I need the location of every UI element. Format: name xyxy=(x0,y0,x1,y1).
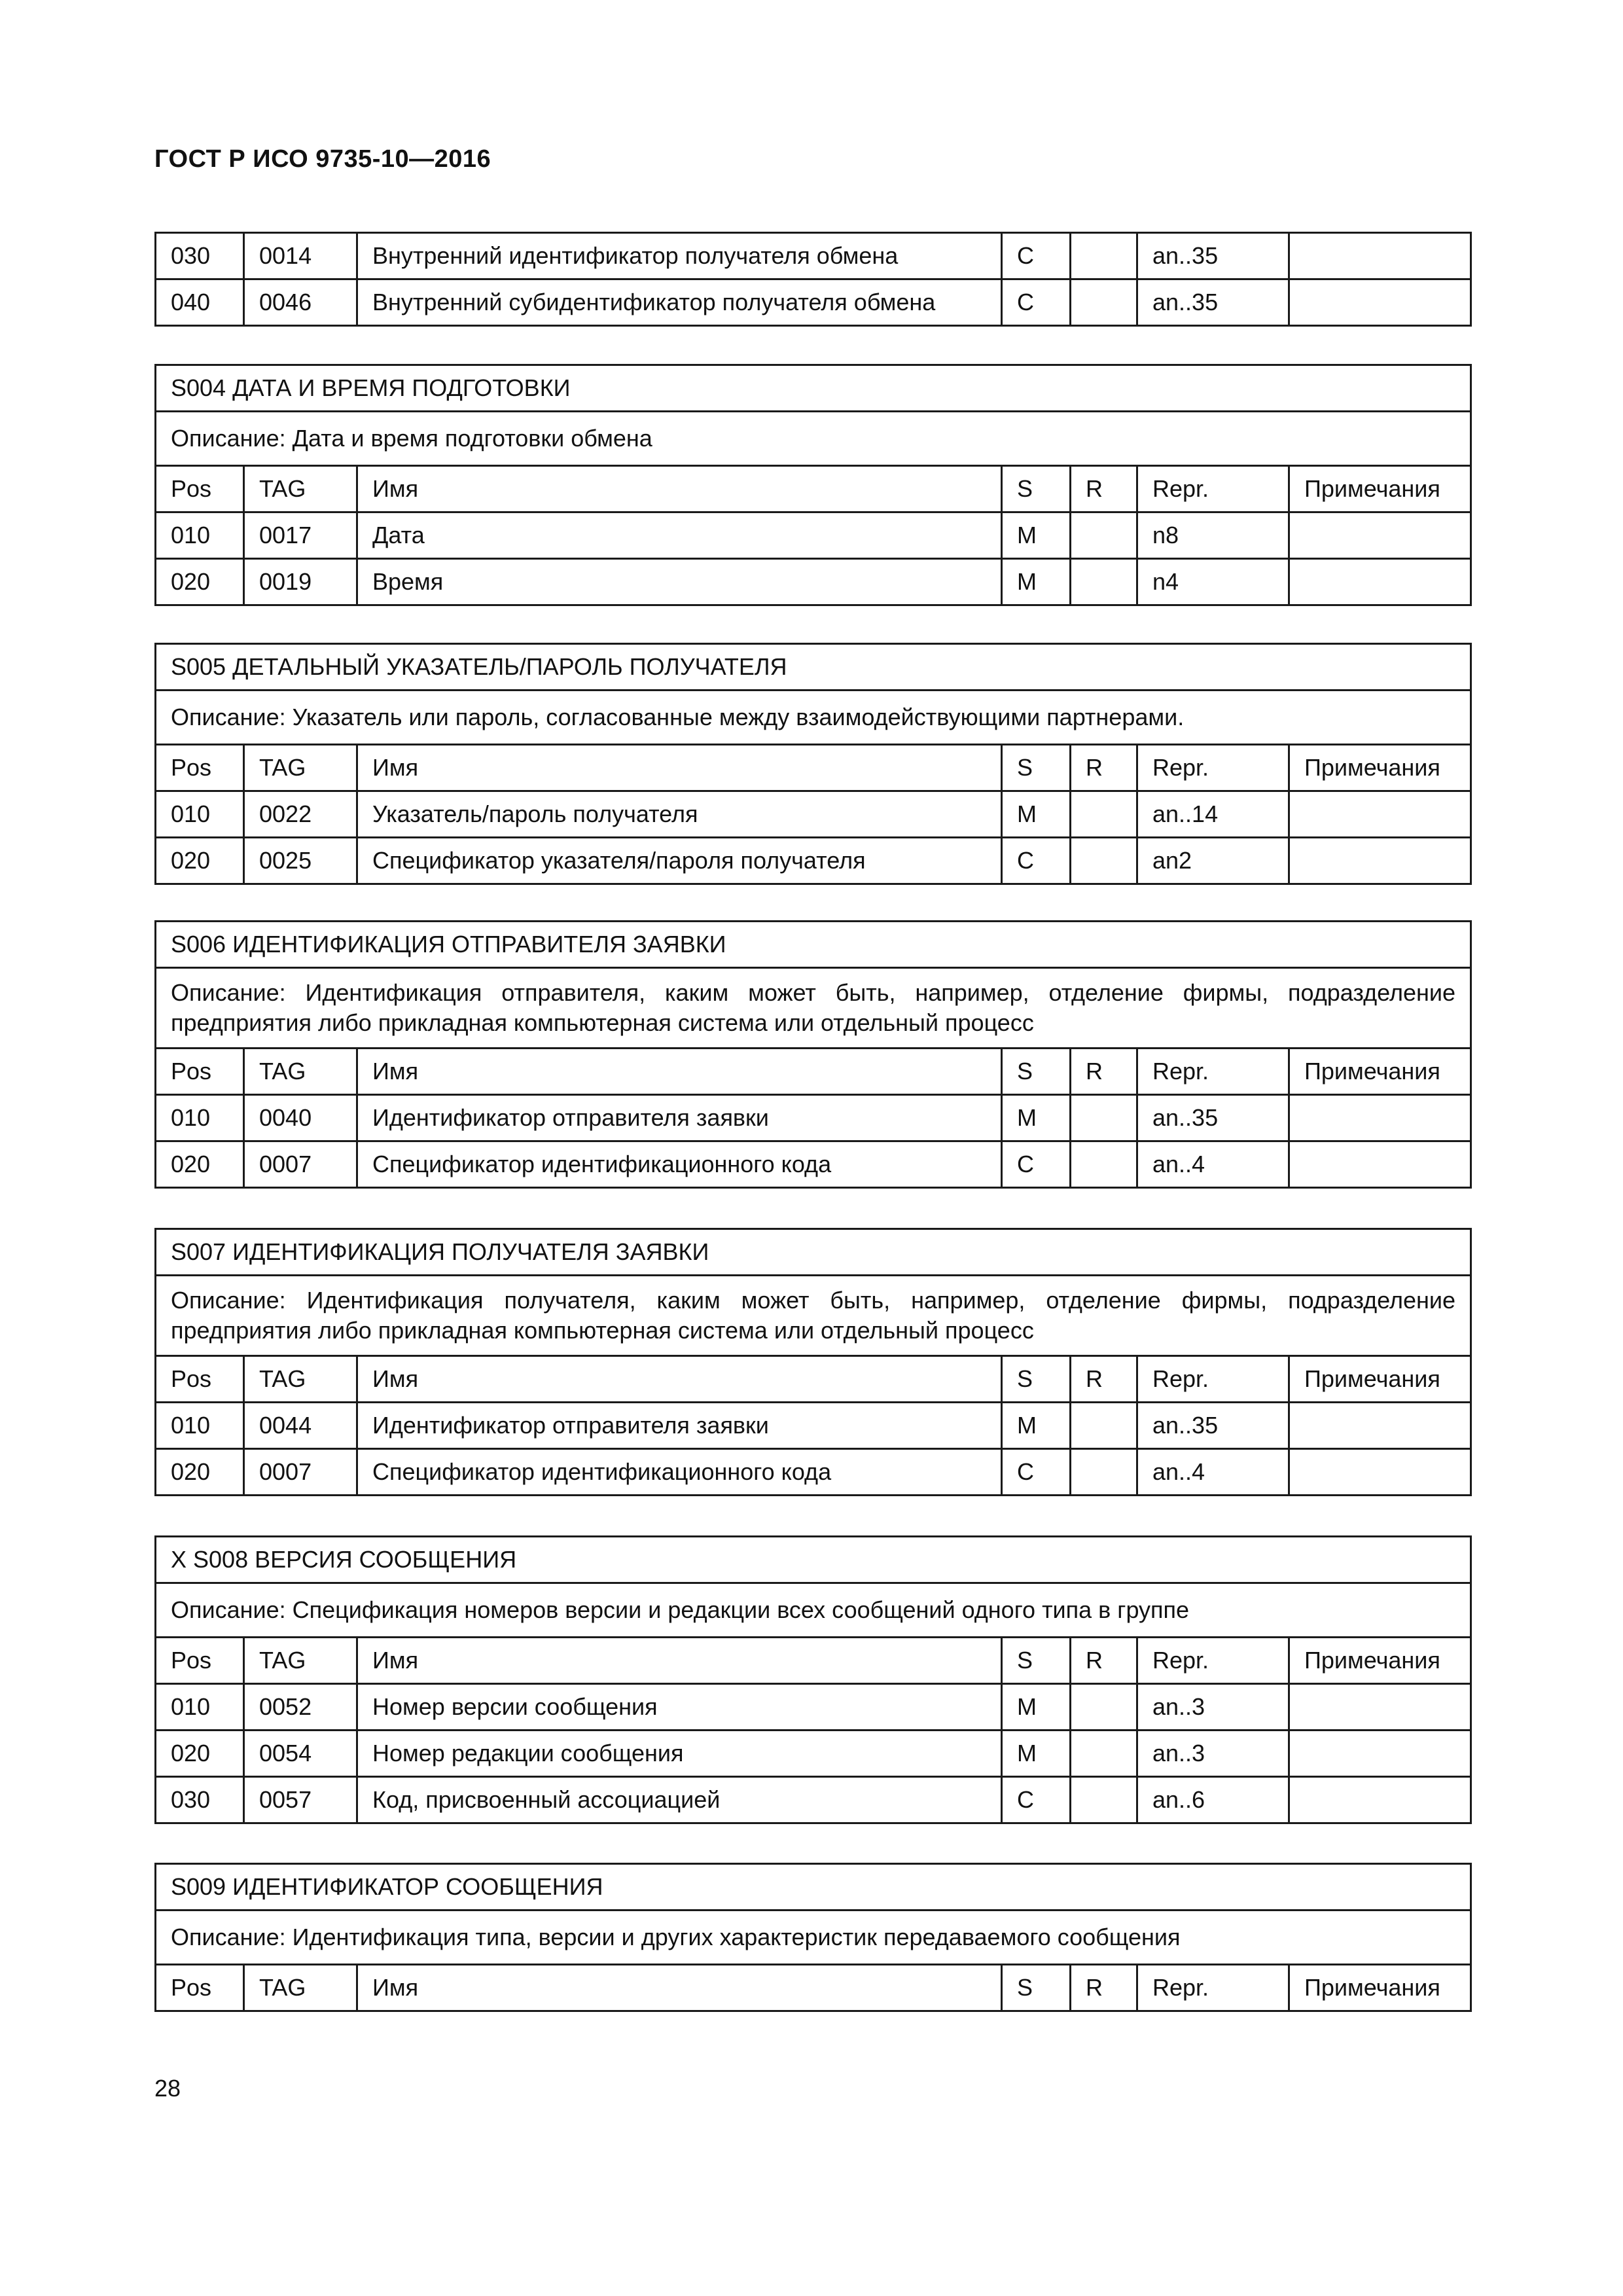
segment-table-s006 xyxy=(154,920,1472,1189)
col-header-pos: Pos xyxy=(156,1049,244,1095)
segment-table-s008 xyxy=(154,1535,1472,1824)
col-header-notes: Примечания xyxy=(1289,745,1471,791)
table-row xyxy=(156,279,1471,326)
cell-name: Идентификатор отправителя заявки xyxy=(357,1403,1002,1449)
col-header-tag: TAG xyxy=(244,1049,357,1095)
cell-pos: 010 xyxy=(156,1684,244,1731)
col-header-pos: Pos xyxy=(156,745,244,791)
cell-r xyxy=(1071,1777,1137,1823)
cell-name: Номер редакции сообщения xyxy=(357,1731,1002,1777)
cell-notes xyxy=(1289,838,1471,884)
cell-repr: an2 xyxy=(1137,838,1289,884)
table-row xyxy=(156,1777,1471,1823)
cell-tag: 0007 xyxy=(244,1141,357,1188)
cell-s: M xyxy=(1002,1403,1071,1449)
col-header-name: Имя xyxy=(357,1356,1002,1403)
cell-r xyxy=(1071,1141,1137,1188)
column-header-row xyxy=(156,745,1471,791)
cell-notes xyxy=(1289,1095,1471,1141)
col-header-repr: Repr. xyxy=(1137,1965,1289,2011)
cell-s: C xyxy=(1002,233,1071,279)
col-header-notes: Примечания xyxy=(1289,1965,1471,2011)
col-header-notes: Примечания xyxy=(1289,466,1471,512)
cell-name: Спецификатор указателя/пароля получателя xyxy=(357,838,1002,884)
col-header-pos: Pos xyxy=(156,1638,244,1684)
segment-description: Описание: Идентификация получателя, каким может быть, например, отделение фирмы, подразделение предприятия либо прикладная компьютерная система или отдельный процесс xyxy=(156,1276,1471,1356)
cell-pos: 040 xyxy=(156,279,244,326)
col-header-r: R xyxy=(1071,1638,1137,1684)
cell-repr: n4 xyxy=(1137,559,1289,605)
col-header-tag: TAG xyxy=(244,1356,357,1403)
cell-repr: an..3 xyxy=(1137,1731,1289,1777)
cell-tag: 0046 xyxy=(244,279,357,326)
cell-r xyxy=(1071,1731,1137,1777)
table-row xyxy=(156,1731,1471,1777)
column-header-row xyxy=(156,466,1471,512)
cell-r xyxy=(1071,512,1137,559)
cell-notes xyxy=(1289,512,1471,559)
cell-name: Спецификатор идентификационного кода xyxy=(357,1449,1002,1496)
cell-s: C xyxy=(1002,1449,1071,1496)
cell-notes xyxy=(1289,1684,1471,1731)
cell-pos: 010 xyxy=(156,512,244,559)
cell-name: Дата xyxy=(357,512,1002,559)
cell-r xyxy=(1071,559,1137,605)
col-header-notes: Примечания xyxy=(1289,1356,1471,1403)
cell-r xyxy=(1071,233,1137,279)
cell-name: Идентификатор отправителя заявки xyxy=(357,1095,1002,1141)
col-header-r: R xyxy=(1071,1049,1137,1095)
cell-s: M xyxy=(1002,512,1071,559)
segment-table-s009 xyxy=(154,1863,1472,2012)
cell-r xyxy=(1071,791,1137,838)
column-header-row xyxy=(156,1638,1471,1684)
cell-repr: an..35 xyxy=(1137,233,1289,279)
col-header-s: S xyxy=(1002,1356,1071,1403)
col-header-notes: Примечания xyxy=(1289,1638,1471,1684)
cell-notes xyxy=(1289,1449,1471,1496)
cell-tag: 0040 xyxy=(244,1095,357,1141)
cell-tag: 0052 xyxy=(244,1684,357,1731)
cell-s: M xyxy=(1002,791,1071,838)
cell-tag: 0022 xyxy=(244,791,357,838)
col-header-tag: TAG xyxy=(244,466,357,512)
cell-notes xyxy=(1289,1403,1471,1449)
cell-notes xyxy=(1289,1731,1471,1777)
cell-pos: 020 xyxy=(156,1731,244,1777)
table-row xyxy=(156,1095,1471,1141)
segment-description: Описание: Идентификация отправителя, каким может быть, например, отделение фирмы, подразделение предприятия либо прикладная компьютерная система или отдельный процесс xyxy=(156,968,1471,1049)
cell-name: Время xyxy=(357,559,1002,605)
column-header-row xyxy=(156,1965,1471,2011)
col-header-pos: Pos xyxy=(156,1356,244,1403)
col-header-notes: Примечания xyxy=(1289,1049,1471,1095)
col-header-r: R xyxy=(1071,1356,1137,1403)
cell-s: C xyxy=(1002,279,1071,326)
cell-name: Номер версии сообщения xyxy=(357,1684,1002,1731)
cell-tag: 0017 xyxy=(244,512,357,559)
cell-pos: 020 xyxy=(156,838,244,884)
cell-tag: 0014 xyxy=(244,233,357,279)
col-header-s: S xyxy=(1002,745,1071,791)
cell-pos: 020 xyxy=(156,1449,244,1496)
segment-description: Описание: Дата и время подготовки обмена xyxy=(156,412,1471,466)
cell-repr: an..35 xyxy=(1137,279,1289,326)
cell-name: Спецификатор идентификационного кода xyxy=(357,1141,1002,1188)
cell-pos: 020 xyxy=(156,1141,244,1188)
cell-s: C xyxy=(1002,1141,1071,1188)
table-row xyxy=(156,791,1471,838)
column-header-row xyxy=(156,1049,1471,1095)
cell-pos: 030 xyxy=(156,233,244,279)
cell-s: M xyxy=(1002,1684,1071,1731)
segment-title: S004 ДАТА И ВРЕМЯ ПОДГОТОВКИ xyxy=(156,365,1471,412)
cell-tag: 0025 xyxy=(244,838,357,884)
col-header-name: Имя xyxy=(357,1965,1002,2011)
segment-table-s005 xyxy=(154,643,1472,885)
col-header-r: R xyxy=(1071,466,1137,512)
cell-tag: 0044 xyxy=(244,1403,357,1449)
col-header-name: Имя xyxy=(357,1638,1002,1684)
segment-table-continuation xyxy=(154,232,1472,327)
table-row xyxy=(156,1403,1471,1449)
cell-tag: 0057 xyxy=(244,1777,357,1823)
cell-repr: an..4 xyxy=(1137,1141,1289,1188)
segment-title: S005 ДЕТАЛЬНЫЙ УКАЗАТЕЛЬ/ПАРОЛЬ ПОЛУЧАТЕЛЯ xyxy=(156,644,1471,691)
cell-repr: an..3 xyxy=(1137,1684,1289,1731)
cell-repr: an..35 xyxy=(1137,1403,1289,1449)
col-header-pos: Pos xyxy=(156,466,244,512)
col-header-s: S xyxy=(1002,466,1071,512)
cell-name: Внутренний субидентификатор получателя обмена xyxy=(357,279,1002,326)
cell-s: M xyxy=(1002,1095,1071,1141)
cell-repr: an..35 xyxy=(1137,1095,1289,1141)
cell-tag: 0054 xyxy=(244,1731,357,1777)
cell-repr: n8 xyxy=(1137,512,1289,559)
col-header-name: Имя xyxy=(357,466,1002,512)
cell-r xyxy=(1071,1095,1137,1141)
cell-name: Внутренний идентификатор получателя обмена xyxy=(357,233,1002,279)
table-row xyxy=(156,1684,1471,1731)
table-row xyxy=(156,233,1471,279)
segment-title: S007 ИДЕНТИФИКАЦИЯ ПОЛУЧАТЕЛЯ ЗАЯВКИ xyxy=(156,1229,1471,1276)
col-header-repr: Repr. xyxy=(1137,466,1289,512)
cell-tag: 0007 xyxy=(244,1449,357,1496)
cell-s: M xyxy=(1002,559,1071,605)
segment-table-s007 xyxy=(154,1228,1472,1496)
table-row xyxy=(156,838,1471,884)
document-header: ГОСТ Р ИСО 9735-10—2016 xyxy=(154,145,491,173)
cell-repr: an..4 xyxy=(1137,1449,1289,1496)
col-header-repr: Repr. xyxy=(1137,745,1289,791)
table-row xyxy=(156,559,1471,605)
cell-r xyxy=(1071,1684,1137,1731)
cell-s: C xyxy=(1002,838,1071,884)
cell-pos: 010 xyxy=(156,1095,244,1141)
cell-r xyxy=(1071,1403,1137,1449)
col-header-name: Имя xyxy=(357,745,1002,791)
col-header-s: S xyxy=(1002,1049,1071,1095)
table-row xyxy=(156,1449,1471,1496)
cell-pos: 020 xyxy=(156,559,244,605)
segment-title: S009 ИДЕНТИФИКАТОР СООБЩЕНИЯ xyxy=(156,1864,1471,1910)
cell-notes xyxy=(1289,233,1471,279)
cell-r xyxy=(1071,1449,1137,1496)
cell-name: Указатель/пароль получателя xyxy=(357,791,1002,838)
col-header-repr: Repr. xyxy=(1137,1356,1289,1403)
segment-description: Описание: Указатель или пароль, согласованные между взаимодействующими партнерами. xyxy=(156,691,1471,745)
col-header-tag: TAG xyxy=(244,1965,357,2011)
page-number: 28 xyxy=(154,2075,181,2102)
segment-description: Описание: Спецификация номеров версии и редакции всех сообщений одного типа в группе xyxy=(156,1583,1471,1638)
segment-title: S006 ИДЕНТИФИКАЦИЯ ОТПРАВИТЕЛЯ ЗАЯВКИ xyxy=(156,922,1471,968)
cell-name: Код, присвоенный ассоциацией xyxy=(357,1777,1002,1823)
column-header-row xyxy=(156,1356,1471,1403)
col-header-s: S xyxy=(1002,1638,1071,1684)
cell-pos: 010 xyxy=(156,1403,244,1449)
col-header-pos: Pos xyxy=(156,1965,244,2011)
cell-pos: 030 xyxy=(156,1777,244,1823)
segment-table-s004 xyxy=(154,364,1472,606)
segment-title: X S008 ВЕРСИЯ СООБЩЕНИЯ xyxy=(156,1537,1471,1583)
cell-notes xyxy=(1289,279,1471,326)
cell-repr: an..6 xyxy=(1137,1777,1289,1823)
col-header-repr: Repr. xyxy=(1137,1049,1289,1095)
cell-notes xyxy=(1289,1777,1471,1823)
cell-r xyxy=(1071,279,1137,326)
col-header-r: R xyxy=(1071,1965,1137,2011)
col-header-repr: Repr. xyxy=(1137,1638,1289,1684)
cell-tag: 0019 xyxy=(244,559,357,605)
table-row xyxy=(156,512,1471,559)
cell-s: M xyxy=(1002,1731,1071,1777)
col-header-tag: TAG xyxy=(244,1638,357,1684)
col-header-tag: TAG xyxy=(244,745,357,791)
cell-r xyxy=(1071,838,1137,884)
cell-notes xyxy=(1289,791,1471,838)
cell-notes xyxy=(1289,559,1471,605)
col-header-s: S xyxy=(1002,1965,1071,2011)
col-header-name: Имя xyxy=(357,1049,1002,1095)
cell-notes xyxy=(1289,1141,1471,1188)
col-header-r: R xyxy=(1071,745,1137,791)
cell-s: C xyxy=(1002,1777,1071,1823)
table-row xyxy=(156,1141,1471,1188)
cell-pos: 010 xyxy=(156,791,244,838)
segment-description: Описание: Идентификация типа, версии и других характеристик передаваемого сообщения xyxy=(156,1910,1471,1965)
cell-repr: an..14 xyxy=(1137,791,1289,838)
